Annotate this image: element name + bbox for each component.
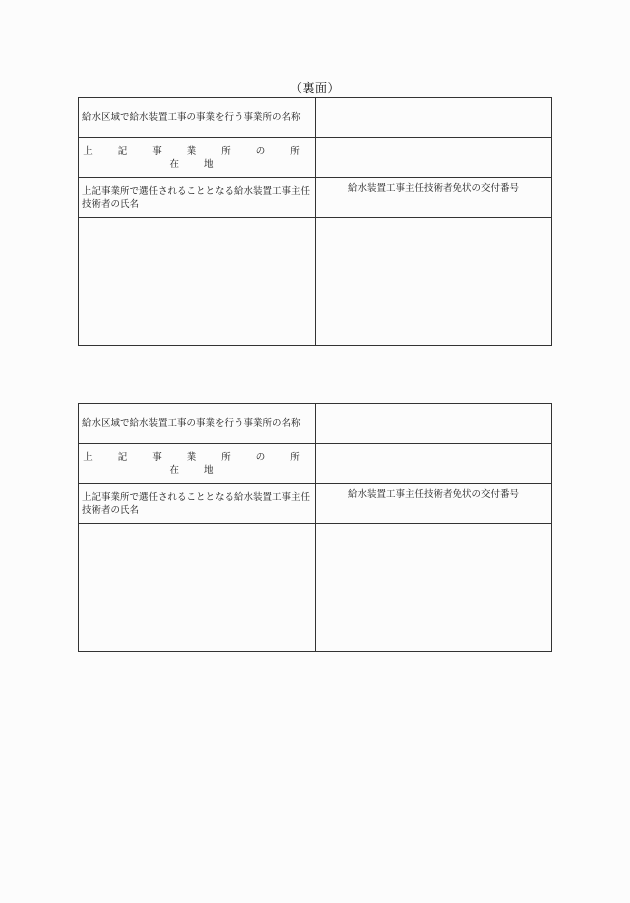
page-title: （裏面）	[289, 81, 340, 95]
license-number-field[interactable]	[316, 218, 552, 346]
office-location-label: 上 記 事 業 所 の 所 在 地	[79, 444, 316, 484]
license-number-label: 給水装置工事主任技術者免状の交付番号	[316, 178, 552, 218]
office-form-table-2	[78, 403, 552, 652]
office-name-label: 給水区域で給水装置工事の事業を行う事業所の名称	[79, 404, 316, 444]
office-location-field[interactable]	[316, 444, 552, 484]
office-name-field[interactable]	[316, 98, 552, 138]
license-number-field[interactable]	[316, 524, 552, 652]
chief-engineer-name-field[interactable]	[79, 218, 316, 346]
office-name-field[interactable]	[316, 404, 552, 444]
chief-engineer-name-field[interactable]	[79, 524, 316, 652]
chief-engineer-name-label: 上記事業所で選任されることとなる給水装置工事主任技術者の氏名	[79, 484, 316, 524]
chief-engineer-name-label: 上記事業所で選任されることとなる給水装置工事主任技術者の氏名	[79, 178, 316, 218]
office-name-label: 給水区域で給水装置工事の事業を行う事業所の名称	[79, 98, 316, 138]
office-location-field[interactable]	[316, 138, 552, 178]
office-form-table-1	[78, 97, 552, 346]
office-location-label: 上 記 事 業 所 の 所 在 地	[79, 138, 316, 178]
license-number-label: 給水装置工事主任技術者免状の交付番号	[316, 484, 552, 524]
